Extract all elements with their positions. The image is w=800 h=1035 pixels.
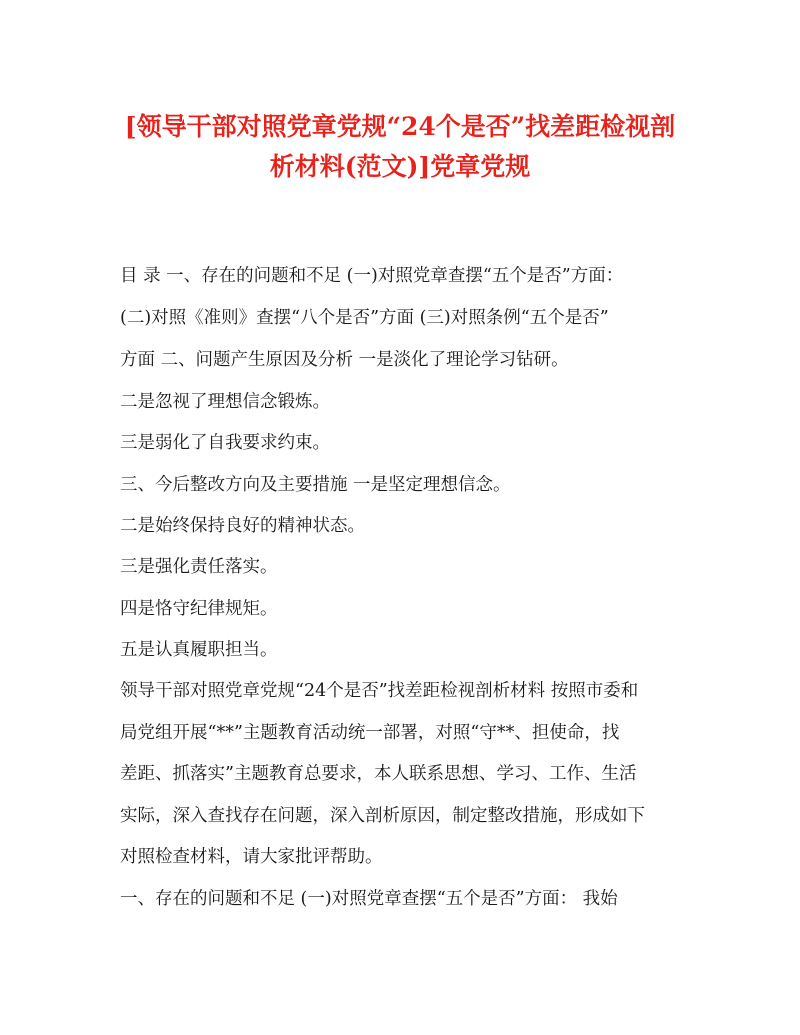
body-paragraph-line-5: 对照检查材料，请大家批评帮助。 [120,847,383,867]
body-paragraph-line-1: 领导干部对照党章党规“24个是否”找差距检视剖析材料 按照市委和 [120,681,639,701]
toc-line-1: 目 录 一、存在的问题和不足 (一)对照党章查摆“五个是否”方面： [120,266,624,286]
toc-line-2: (二)对照《准则》查摆“八个是否”方面 (三)对照条例“五个是否” [120,308,609,328]
toc-line-10: 五是认真履职担当。 [120,640,278,660]
toc-line-7: 二是始终保持良好的精神状态。 [120,516,365,536]
body-paragraph-line-2: 局党组开展“**”主题教育活动统一部署，对照“守**、担使命，找 [120,723,620,743]
document-title-line-1: [领导干部对照党章党规“24个是否”找差距检视剖 [124,112,676,141]
toc-line-6: 三、今后整改方向及主要措施 一是坚定理想信念。 [120,475,511,495]
toc-line-8: 三是强化责任落实。 [120,557,278,577]
body-paragraph-line-4: 实际，深入查找存在问题，深入剖析原因，制定整改措施，形成如下 [120,806,645,826]
section-heading-line: 一、存在的问题和不足 (一)对照党章查摆“五个是否”方面： 我始 [120,889,618,909]
toc-line-9: 四是恪守纪律规矩。 [120,599,278,619]
toc-line-3: 方面 二、问题产生原因及分析 一是淡化了理论学习钻研。 [120,350,569,370]
document-title-line-2: 析材料(范文)]党章党规 [269,152,531,181]
toc-line-4: 二是忽视了理想信念锻炼。 [120,392,330,412]
toc-line-5: 三是弱化了自我要求约束。 [120,433,330,453]
body-paragraph-line-3: 差距、抓落实”主题教育总要求，本人联系思想、学习、工作、生活 [120,764,637,784]
